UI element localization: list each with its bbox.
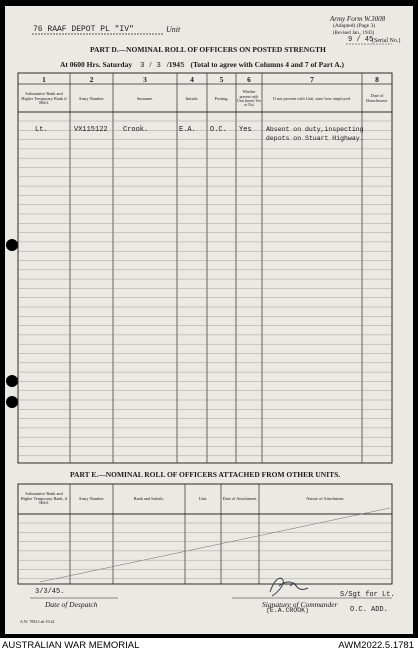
form-number: Army Form W.3008: [330, 15, 386, 23]
unit-label: Unit: [166, 25, 181, 34]
part-e-column-header: Army Number.: [78, 495, 105, 501]
footer-accession: AWM2022.5.1781: [338, 640, 414, 651]
entry-employed-line1: Absent on duty,inspecting: [266, 126, 364, 133]
commander-for: S/Sgt for Lt.: [340, 591, 395, 599]
column-number: 2: [89, 75, 94, 84]
column-header: Surname.: [136, 95, 154, 101]
commander-title: O.C. ADD.: [350, 606, 388, 614]
part-e-title: PART E.—NOMINAL ROLL OF OFFICERS ATTACHED FROM OTHER UNITS.: [70, 470, 341, 479]
despatch-label: Date of Despatch: [45, 600, 98, 609]
despatch-date: 3/3/45.: [35, 588, 65, 596]
part-e-column-header: Date of Attachment.: [222, 495, 258, 501]
entry-initials: E.A.: [179, 126, 196, 134]
part-d-title: PART D.—NOMINAL ROLL OF OFFICERS ON POSTED STRENGTH: [90, 45, 326, 54]
printer-note: A.W. 7894 Lab 19.42: [20, 619, 55, 624]
column-header: Posting.: [214, 95, 229, 101]
entry-posting: O.C.: [210, 126, 227, 134]
column-header: Date of Detachment.: [366, 93, 388, 103]
column-number: 6: [247, 75, 251, 84]
entry-army-number: VX115122: [74, 126, 108, 134]
part-e-column-header: Rank and Initials.: [133, 495, 165, 501]
form-revision: (Revised Jan., 1943): [333, 31, 375, 36]
form-page: (Adapted) (Page 3): [333, 23, 376, 29]
column-header: Initials.: [185, 95, 199, 101]
column-number: 1: [42, 75, 46, 84]
column-number: 8: [375, 75, 379, 84]
commander-stamp: (E.A.CROOK): [266, 607, 309, 614]
column-number: 7: [310, 75, 314, 84]
column-header: If not present with Unit, state how employed.: [273, 95, 351, 101]
footer-bar: [0, 638, 418, 653]
unit-value: 76 RAAF DEPOT PL "IV": [33, 25, 134, 34]
entry-rank: Lt.: [35, 126, 48, 134]
column-number: 3: [143, 75, 147, 84]
column-number: 4: [190, 75, 194, 84]
return-date-line: At 0600 Hrs. Saturday 3 / 3 /1945 (Total to agree with Columns 4 and 7 of Part A.): [60, 60, 344, 70]
entry-surname: Crook.: [123, 126, 149, 134]
handwritten-signature: [270, 578, 308, 596]
part-e-column-header: Nature of Attachment.: [306, 495, 345, 501]
commander-label: Signature of Commander: [262, 600, 338, 609]
column-number: 5: [219, 75, 224, 84]
column-header: Substantive Rank and Higher Temporary Rank if Held.: [21, 90, 67, 106]
entry-present: Yes: [239, 126, 252, 134]
entry-employed-line2: depots on Stuart Highway.: [266, 135, 364, 142]
part-e-column-header: Unit.: [198, 495, 208, 501]
column-header: Whether present with Unit (insert Yes or No): [237, 90, 261, 108]
column-header: Army Number.: [78, 95, 105, 101]
serial-label: (Serial No.): [372, 38, 401, 44]
part-e-column-header: Substantive Rank and Higher Temporary Rank, if Held.: [20, 490, 68, 506]
footer-credit: AUSTRALIAN WAR MEMORIAL: [2, 640, 140, 651]
serial-value: 9 / 45: [348, 36, 374, 44]
